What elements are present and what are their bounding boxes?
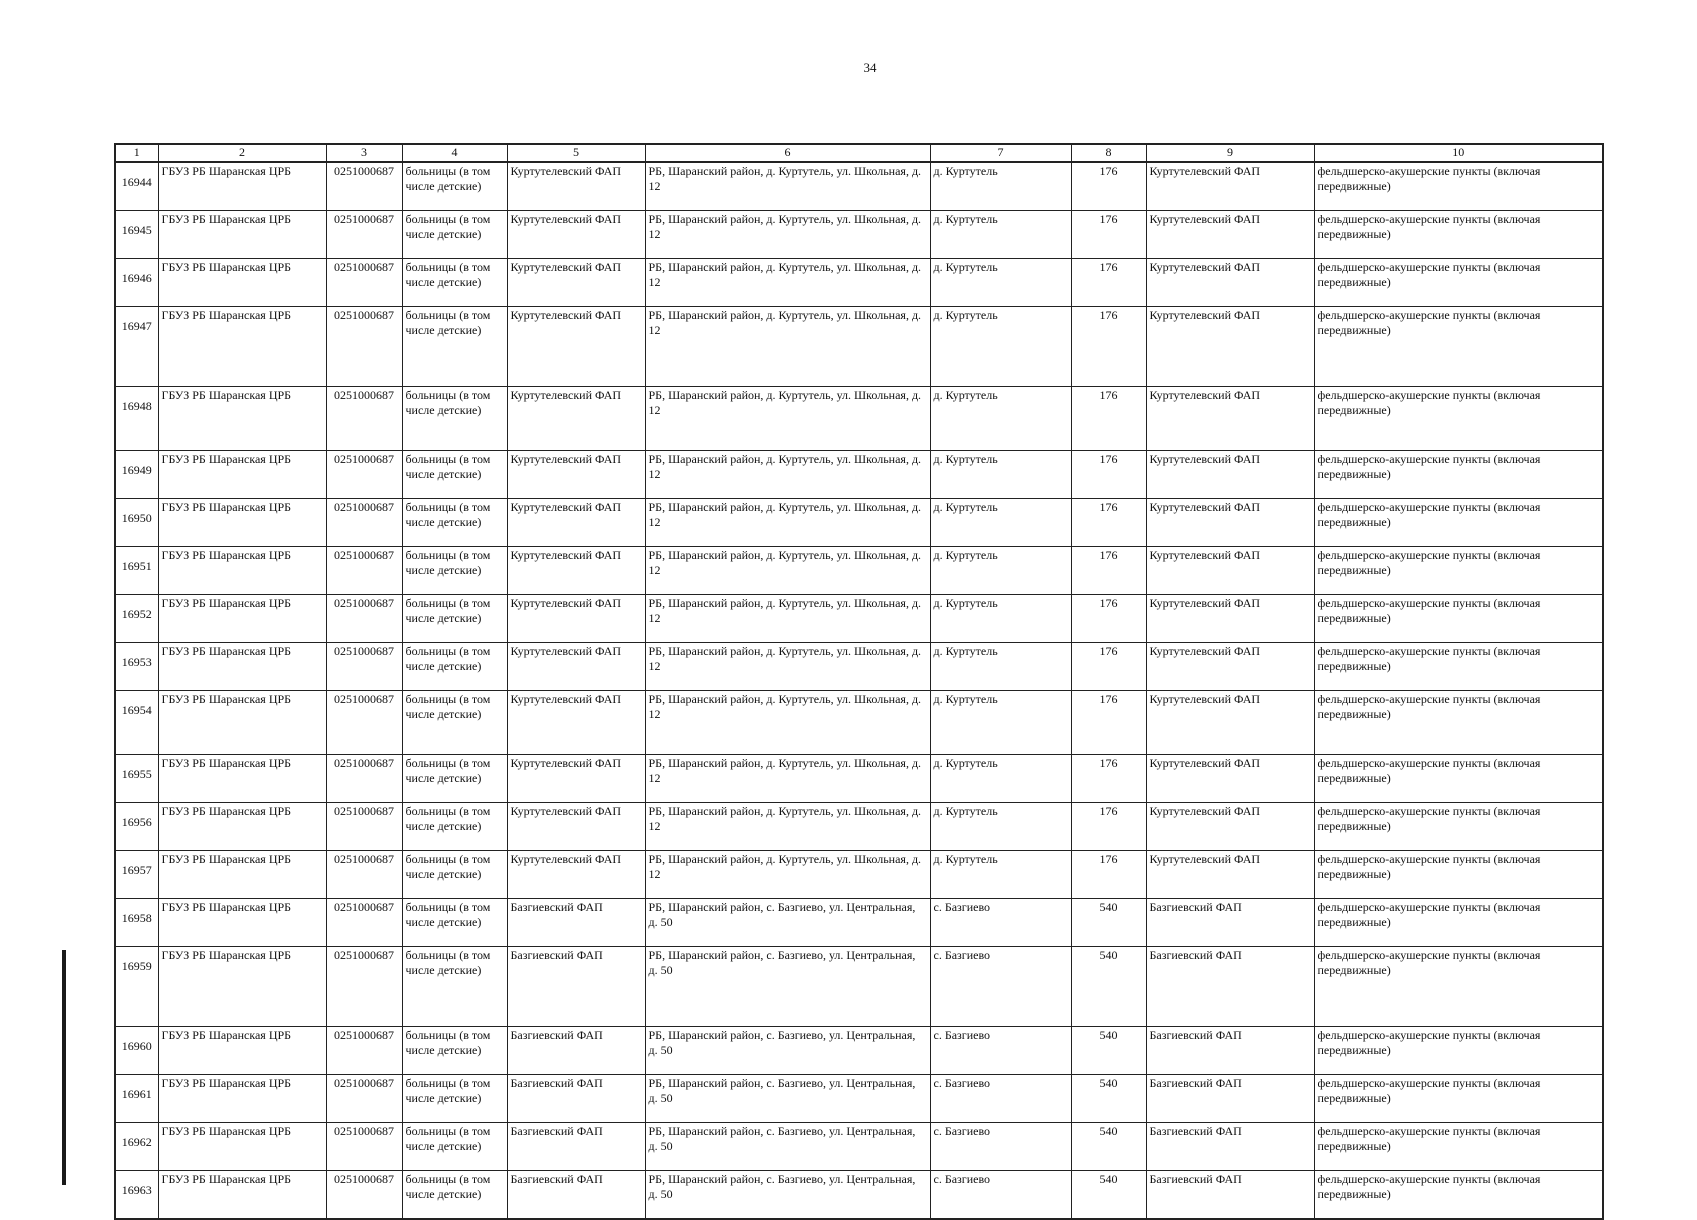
organization-cell: ГБУЗ РБ Шаранская ЦРБ [158,947,326,1027]
code-cell: 0251000687 [326,643,402,691]
code-cell: 0251000687 [326,947,402,1027]
unit-name-cell: Базгиевский ФАП [507,947,645,1027]
row-number-cell: 16948 [115,387,158,451]
organization-cell: ГБУЗ РБ Шаранская ЦРБ [158,643,326,691]
category-cell: фельдшерско-акушерские пункты (включая передвижные) [1314,162,1603,211]
column-header-5: 5 [507,144,645,162]
column-header-7: 7 [930,144,1071,162]
facility-type-cell: больницы (в том числе детские) [402,1171,507,1220]
population-cell: 540 [1071,1123,1146,1171]
category-cell: фельдшерско-акушерские пункты (включая передвижные) [1314,211,1603,259]
address-cell: РБ, Шаранский район, с. Базгиево, ул. Центральная, д. 50 [645,1075,930,1123]
organization-cell: ГБУЗ РБ Шаранская ЦРБ [158,387,326,451]
settlement-cell: д. Куртутель [930,162,1071,211]
address-cell: РБ, Шаранский район, д. Куртутель, ул. Школьная, д. 12 [645,499,930,547]
organization-cell: ГБУЗ РБ Шаранская ЦРБ [158,307,326,387]
unit-name-2-cell: Куртутелевский ФАП [1146,803,1314,851]
table-row [115,643,1603,691]
category-cell: фельдшерско-акушерские пункты (включая передвижные) [1314,803,1603,851]
address-cell: РБ, Шаранский район, с. Базгиево, ул. Центральная, д. 50 [645,1171,930,1220]
code-cell: 0251000687 [326,162,402,211]
table-row [115,691,1603,755]
organization-cell: ГБУЗ РБ Шаранская ЦРБ [158,162,326,211]
unit-name-cell: Куртутелевский ФАП [507,547,645,595]
address-cell: РБ, Шаранский район, д. Куртутель, ул. Школьная, д. 12 [645,162,930,211]
facility-type-cell: больницы (в том числе детские) [402,1123,507,1171]
population-cell: 540 [1071,947,1146,1027]
population-cell: 176 [1071,307,1146,387]
facility-type-cell: больницы (в том числе детские) [402,162,507,211]
unit-name-2-cell: Куртутелевский ФАП [1146,451,1314,499]
unit-name-2-cell: Базгиевский ФАП [1146,1075,1314,1123]
unit-name-cell: Куртутелевский ФАП [507,211,645,259]
facility-type-cell: больницы (в том числе детские) [402,595,507,643]
address-cell: РБ, Шаранский район, д. Куртутель, ул. Школьная, д. 12 [645,211,930,259]
code-cell: 0251000687 [326,451,402,499]
unit-name-cell: Куртутелевский ФАП [507,755,645,803]
facility-type-cell: больницы (в том числе детские) [402,691,507,755]
population-cell: 176 [1071,755,1146,803]
unit-name-2-cell: Базгиевский ФАП [1146,1027,1314,1075]
code-cell: 0251000687 [326,211,402,259]
organization-cell: ГБУЗ РБ Шаранская ЦРБ [158,259,326,307]
unit-name-2-cell: Базгиевский ФАП [1146,947,1314,1027]
code-cell: 0251000687 [326,1075,402,1123]
unit-name-cell: Базгиевский ФАП [507,1027,645,1075]
column-header-4: 4 [402,144,507,162]
organization-cell: ГБУЗ РБ Шаранская ЦРБ [158,451,326,499]
column-header-1: 1 [115,144,158,162]
category-cell: фельдшерско-акушерские пункты (включая передвижные) [1314,851,1603,899]
header-row [115,144,1603,162]
address-cell: РБ, Шаранский район, д. Куртутель, ул. Школьная, д. 12 [645,595,930,643]
unit-name-cell: Куртутелевский ФАП [507,803,645,851]
address-cell: РБ, Шаранский район, д. Куртутель, ул. Школьная, д. 12 [645,851,930,899]
facility-type-cell: больницы (в том числе детские) [402,499,507,547]
facility-type-cell: больницы (в том числе детские) [402,643,507,691]
population-cell: 176 [1071,259,1146,307]
code-cell: 0251000687 [326,803,402,851]
settlement-cell: д. Куртутель [930,595,1071,643]
facility-type-cell: больницы (в том числе детские) [402,755,507,803]
page-number: 34 [863,60,877,75]
facility-type-cell: больницы (в том числе детские) [402,899,507,947]
unit-name-2-cell: Базгиевский ФАП [1146,1123,1314,1171]
table-row [115,211,1603,259]
category-cell: фельдшерско-акушерские пункты (включая передвижные) [1314,1027,1603,1075]
table-row [115,755,1603,803]
table-row [115,1075,1603,1123]
row-number-cell: 16957 [115,851,158,899]
unit-name-cell: Куртутелевский ФАП [507,451,645,499]
category-cell: фельдшерско-акушерские пункты (включая передвижные) [1314,947,1603,1027]
column-header-2: 2 [158,144,326,162]
unit-name-2-cell: Куртутелевский ФАП [1146,691,1314,755]
population-cell: 176 [1071,451,1146,499]
address-cell: РБ, Шаранский район, д. Куртутель, ул. Школьная, д. 12 [645,643,930,691]
address-cell: РБ, Шаранский район, с. Базгиево, ул. Центральная, д. 50 [645,947,930,1027]
table-body [115,162,1603,1219]
unit-name-cell: Базгиевский ФАП [507,1123,645,1171]
organization-cell: ГБУЗ РБ Шаранская ЦРБ [158,1075,326,1123]
code-cell: 0251000687 [326,851,402,899]
category-cell: фельдшерско-акушерские пункты (включая передвижные) [1314,595,1603,643]
settlement-cell: д. Куртутель [930,755,1071,803]
organization-cell: ГБУЗ РБ Шаранская ЦРБ [158,547,326,595]
population-cell: 176 [1071,547,1146,595]
code-cell: 0251000687 [326,691,402,755]
table-row [115,803,1603,851]
row-number-cell: 16951 [115,547,158,595]
unit-name-2-cell: Куртутелевский ФАП [1146,595,1314,643]
population-cell: 176 [1071,691,1146,755]
population-cell: 176 [1071,643,1146,691]
unit-name-2-cell: Куртутелевский ФАП [1146,499,1314,547]
category-cell: фельдшерско-акушерские пункты (включая передвижные) [1314,899,1603,947]
column-header-6: 6 [645,144,930,162]
address-cell: РБ, Шаранский район, с. Базгиево, ул. Центральная, д. 50 [645,1027,930,1075]
column-header-8: 8 [1071,144,1146,162]
settlement-cell: д. Куртутель [930,499,1071,547]
facility-type-cell: больницы (в том числе детские) [402,259,507,307]
code-cell: 0251000687 [326,547,402,595]
organization-cell: ГБУЗ РБ Шаранская ЦРБ [158,755,326,803]
address-cell: РБ, Шаранский район, с. Базгиево, ул. Центральная, д. 50 [645,1123,930,1171]
code-cell: 0251000687 [326,595,402,643]
facility-type-cell: больницы (в том числе детские) [402,1075,507,1123]
facility-type-cell: больницы (в том числе детские) [402,803,507,851]
settlement-cell: д. Куртутель [930,259,1071,307]
column-header-10: 10 [1314,144,1603,162]
unit-name-cell: Куртутелевский ФАП [507,307,645,387]
unit-name-2-cell: Куртутелевский ФАП [1146,307,1314,387]
row-number-cell: 16953 [115,643,158,691]
organization-cell: ГБУЗ РБ Шаранская ЦРБ [158,499,326,547]
category-cell: фельдшерско-акушерские пункты (включая передвижные) [1314,547,1603,595]
row-number-cell: 16947 [115,307,158,387]
table-row [115,947,1603,1027]
settlement-cell: д. Куртутель [930,211,1071,259]
organization-cell: ГБУЗ РБ Шаранская ЦРБ [158,803,326,851]
row-number-cell: 16952 [115,595,158,643]
settlement-cell: с. Базгиево [930,947,1071,1027]
category-cell: фельдшерско-акушерские пункты (включая передвижные) [1314,259,1603,307]
code-cell: 0251000687 [326,1123,402,1171]
settlement-cell: с. Базгиево [930,1027,1071,1075]
facility-type-cell: больницы (в том числе детские) [402,1027,507,1075]
address-cell: РБ, Шаранский район, д. Куртутель, ул. Школьная, д. 12 [645,307,930,387]
facility-type-cell: больницы (в том числе детские) [402,387,507,451]
row-number-cell: 16955 [115,755,158,803]
table-row [115,851,1603,899]
unit-name-cell: Базгиевский ФАП [507,1171,645,1220]
population-cell: 176 [1071,162,1146,211]
unit-name-2-cell: Базгиевский ФАП [1146,1171,1314,1220]
facility-type-cell: больницы (в том числе детские) [402,547,507,595]
settlement-cell: д. Куртутель [930,451,1071,499]
unit-name-2-cell: Куртутелевский ФАП [1146,387,1314,451]
organization-cell: ГБУЗ РБ Шаранская ЦРБ [158,691,326,755]
address-cell: РБ, Шаранский район, д. Куртутель, ул. Школьная, д. 12 [645,803,930,851]
settlement-cell: с. Базгиево [930,899,1071,947]
population-cell: 176 [1071,387,1146,451]
unit-name-2-cell: Куртутелевский ФАП [1146,547,1314,595]
code-cell: 0251000687 [326,1027,402,1075]
population-cell: 176 [1071,595,1146,643]
unit-name-cell: Куртутелевский ФАП [507,851,645,899]
facility-type-cell: больницы (в том числе детские) [402,307,507,387]
organization-cell: ГБУЗ РБ Шаранская ЦРБ [158,899,326,947]
unit-name-cell: Куртутелевский ФАП [507,387,645,451]
code-cell: 0251000687 [326,755,402,803]
address-cell: РБ, Шаранский район, д. Куртутель, ул. Школьная, д. 12 [645,451,930,499]
unit-name-2-cell: Куртутелевский ФАП [1146,162,1314,211]
settlement-cell: с. Базгиево [930,1171,1071,1220]
code-cell: 0251000687 [326,899,402,947]
table-row [115,899,1603,947]
population-cell: 176 [1071,803,1146,851]
code-cell: 0251000687 [326,307,402,387]
row-number-cell: 16963 [115,1171,158,1220]
row-number-cell: 16945 [115,211,158,259]
address-cell: РБ, Шаранский район, д. Куртутель, ул. Школьная, д. 12 [645,691,930,755]
row-number-cell: 16954 [115,691,158,755]
facility-type-cell: больницы (в том числе детские) [402,211,507,259]
row-number-cell: 16958 [115,899,158,947]
unit-name-2-cell: Куртутелевский ФАП [1146,755,1314,803]
table-row [115,1171,1603,1220]
settlement-cell: д. Куртутель [930,643,1071,691]
table-row [115,259,1603,307]
unit-name-2-cell: Куртутелевский ФАП [1146,851,1314,899]
settlement-cell: д. Куртутель [930,691,1071,755]
code-cell: 0251000687 [326,387,402,451]
category-cell: фельдшерско-акушерские пункты (включая передвижные) [1314,451,1603,499]
category-cell: фельдшерско-акушерские пункты (включая передвижные) [1314,307,1603,387]
organization-cell: ГБУЗ РБ Шаранская ЦРБ [158,211,326,259]
data-table [114,143,1604,1220]
scan-edge-mark [62,950,66,1185]
category-cell: фельдшерско-акушерские пункты (включая передвижные) [1314,1123,1603,1171]
settlement-cell: д. Куртутель [930,547,1071,595]
table-row [115,1027,1603,1075]
address-cell: РБ, Шаранский район, д. Куртутель, ул. Школьная, д. 12 [645,547,930,595]
unit-name-cell: Куртутелевский ФАП [507,595,645,643]
population-cell: 176 [1071,851,1146,899]
code-cell: 0251000687 [326,1171,402,1220]
row-number-cell: 16950 [115,499,158,547]
row-number-cell: 16949 [115,451,158,499]
settlement-cell: д. Куртутель [930,307,1071,387]
column-header-9: 9 [1146,144,1314,162]
population-cell: 540 [1071,1075,1146,1123]
settlement-cell: с. Базгиево [930,1075,1071,1123]
row-number-cell: 16960 [115,1027,158,1075]
unit-name-cell: Базгиевский ФАП [507,899,645,947]
table-header [115,144,1603,162]
organization-cell: ГБУЗ РБ Шаранская ЦРБ [158,1123,326,1171]
organization-cell: ГБУЗ РБ Шаранская ЦРБ [158,1027,326,1075]
unit-name-cell: Куртутелевский ФАП [507,643,645,691]
unit-name-2-cell: Куртутелевский ФАП [1146,211,1314,259]
table-row [115,307,1603,387]
table-row [115,499,1603,547]
category-cell: фельдшерско-акушерские пункты (включая передвижные) [1314,1171,1603,1220]
population-cell: 176 [1071,211,1146,259]
population-cell: 176 [1071,499,1146,547]
table-row [115,1123,1603,1171]
category-cell: фельдшерско-акушерские пункты (включая передвижные) [1314,691,1603,755]
row-number-cell: 16944 [115,162,158,211]
address-cell: РБ, Шаранский район, с. Базгиево, ул. Центральная, д. 50 [645,899,930,947]
code-cell: 0251000687 [326,499,402,547]
organization-cell: ГБУЗ РБ Шаранская ЦРБ [158,595,326,643]
unit-name-cell: Куртутелевский ФАП [507,162,645,211]
category-cell: фельдшерско-акушерские пункты (включая передвижные) [1314,499,1603,547]
settlement-cell: д. Куртутель [930,803,1071,851]
table-row [115,595,1603,643]
table-row [115,387,1603,451]
unit-name-cell: Куртутелевский ФАП [507,691,645,755]
code-cell: 0251000687 [326,259,402,307]
facility-type-cell: больницы (в том числе детские) [402,947,507,1027]
category-cell: фельдшерско-акушерские пункты (включая передвижные) [1314,643,1603,691]
organization-cell: ГБУЗ РБ Шаранская ЦРБ [158,851,326,899]
facility-type-cell: больницы (в том числе детские) [402,851,507,899]
settlement-cell: с. Базгиево [930,1123,1071,1171]
row-number-cell: 16959 [115,947,158,1027]
category-cell: фельдшерско-акушерские пункты (включая передвижные) [1314,1075,1603,1123]
population-cell: 540 [1071,1171,1146,1220]
row-number-cell: 16962 [115,1123,158,1171]
unit-name-2-cell: Базгиевский ФАП [1146,899,1314,947]
address-cell: РБ, Шаранский район, д. Куртутель, ул. Школьная, д. 12 [645,755,930,803]
unit-name-2-cell: Куртутелевский ФАП [1146,643,1314,691]
unit-name-cell: Куртутелевский ФАП [507,499,645,547]
category-cell: фельдшерско-акушерские пункты (включая передвижные) [1314,387,1603,451]
unit-name-2-cell: Куртутелевский ФАП [1146,259,1314,307]
unit-name-cell: Базгиевский ФАП [507,1075,645,1123]
row-number-cell: 16946 [115,259,158,307]
population-cell: 540 [1071,899,1146,947]
category-cell: фельдшерско-акушерские пункты (включая передвижные) [1314,755,1603,803]
table-row [115,547,1603,595]
table-row [115,162,1603,211]
population-cell: 540 [1071,1027,1146,1075]
unit-name-cell: Куртутелевский ФАП [507,259,645,307]
column-header-3: 3 [326,144,402,162]
settlement-cell: д. Куртутель [930,387,1071,451]
address-cell: РБ, Шаранский район, д. Куртутель, ул. Школьная, д. 12 [645,387,930,451]
address-cell: РБ, Шаранский район, д. Куртутель, ул. Школьная, д. 12 [645,259,930,307]
settlement-cell: д. Куртутель [930,851,1071,899]
row-number-cell: 16961 [115,1075,158,1123]
row-number-cell: 16956 [115,803,158,851]
facility-type-cell: больницы (в том числе детские) [402,451,507,499]
organization-cell: ГБУЗ РБ Шаранская ЦРБ [158,1171,326,1220]
table-row [115,451,1603,499]
